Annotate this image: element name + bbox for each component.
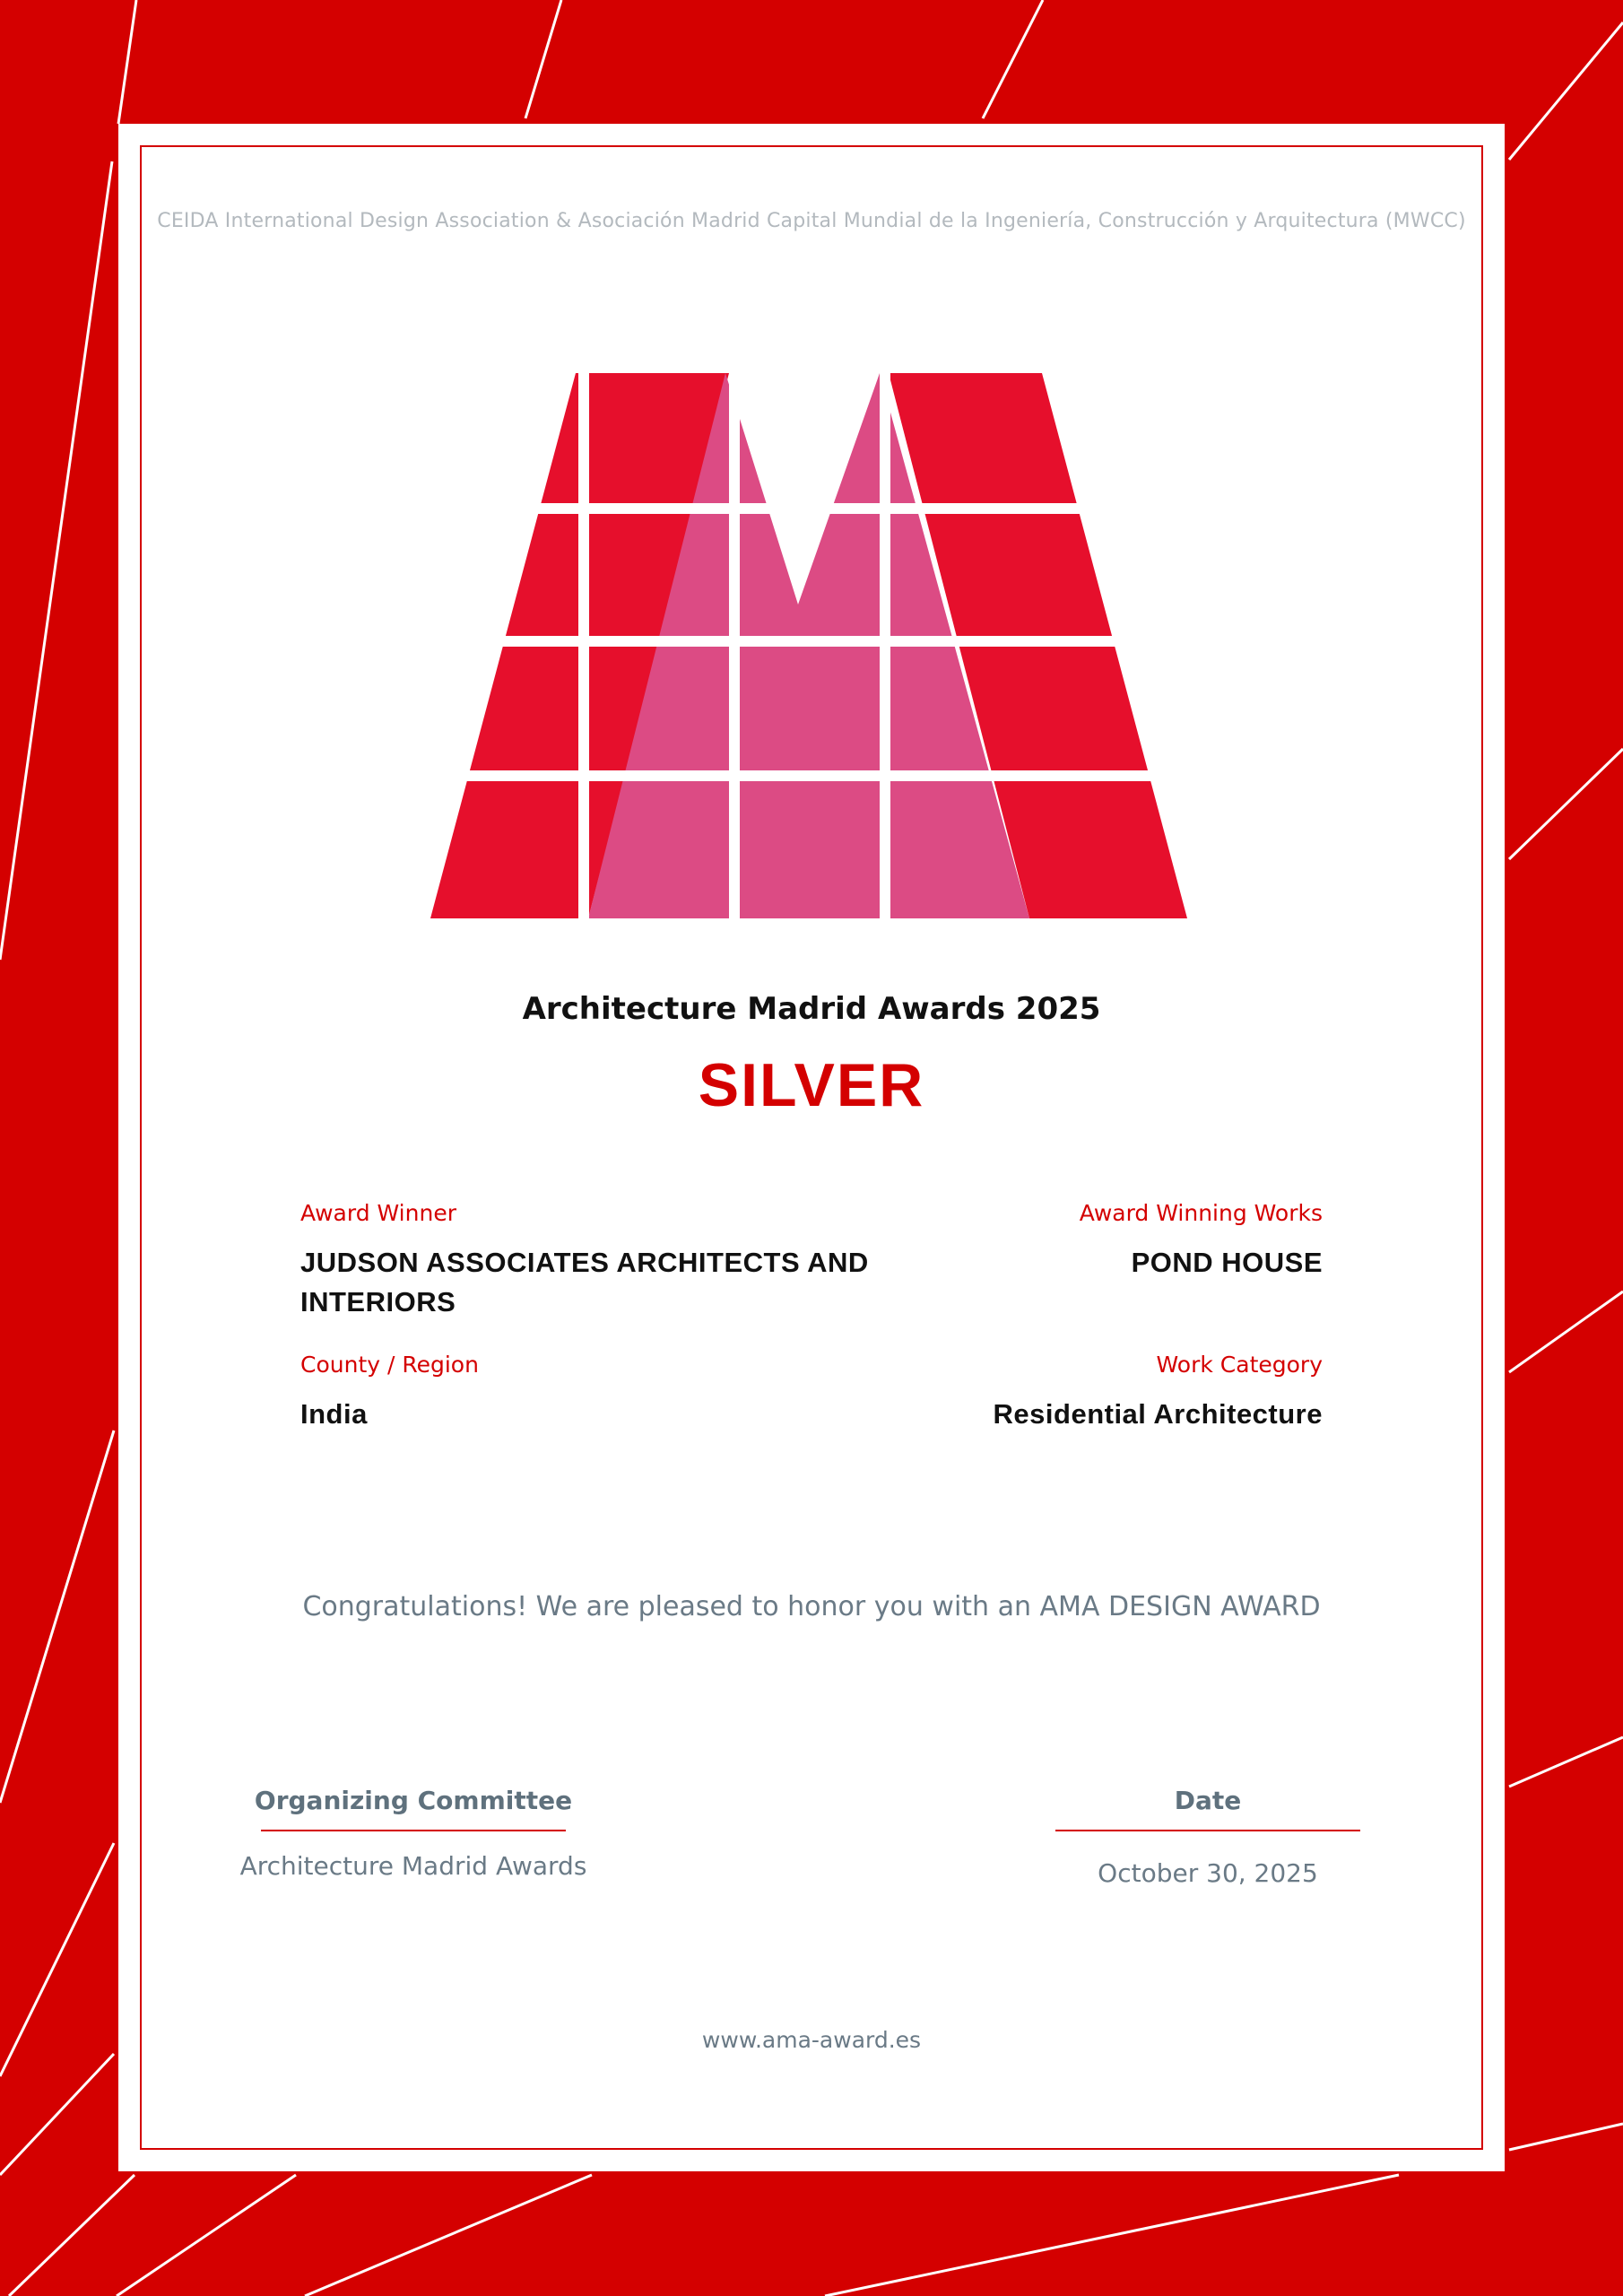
category-label: Work Category (1156, 1352, 1323, 1378)
certificate-card (118, 124, 1505, 2171)
congratulations-message: Congratulations! We are pleased to honor you with an AMA DESIGN AWARD (302, 1591, 1321, 1622)
date-signature (1028, 1785, 1387, 1888)
region-label: County / Region (300, 1352, 479, 1378)
committee-rule (261, 1830, 566, 1831)
award-works-field (731, 1200, 1323, 1283)
award-works-value: POND HOUSE (1131, 1247, 1323, 1278)
date-heading: Date (1174, 1786, 1242, 1815)
committee-name: Architecture Madrid Awards (239, 1851, 587, 1881)
region-value: India (300, 1398, 368, 1430)
committee-heading: Organizing Committee (254, 1786, 573, 1815)
award-level: SILVER (698, 1051, 925, 1119)
ama-m-logo-icon (430, 373, 1187, 918)
committee-signature (234, 1785, 593, 1881)
category-field (731, 1352, 1323, 1434)
date-rule (1055, 1830, 1360, 1831)
award-winner-value: JUDSON ASSOCIATES ARCHITECTS AND INTERIORS (300, 1247, 869, 1318)
award-winner-label: Award Winner (300, 1200, 456, 1226)
date-value: October 30, 2025 (1098, 1858, 1318, 1888)
award-works-label: Award Winning Works (1079, 1200, 1323, 1226)
award-title: Architecture Madrid Awards 2025 (522, 991, 1101, 1027)
website-link[interactable]: www.ama-award.es (701, 2027, 922, 2053)
association-name: CEIDA International Design Association & Asociación Madrid Capital Mundial de la Ingeniería, Construcción y Arquitectura (MWCC) (157, 210, 1466, 232)
category-value: Residential Architecture (993, 1398, 1323, 1430)
